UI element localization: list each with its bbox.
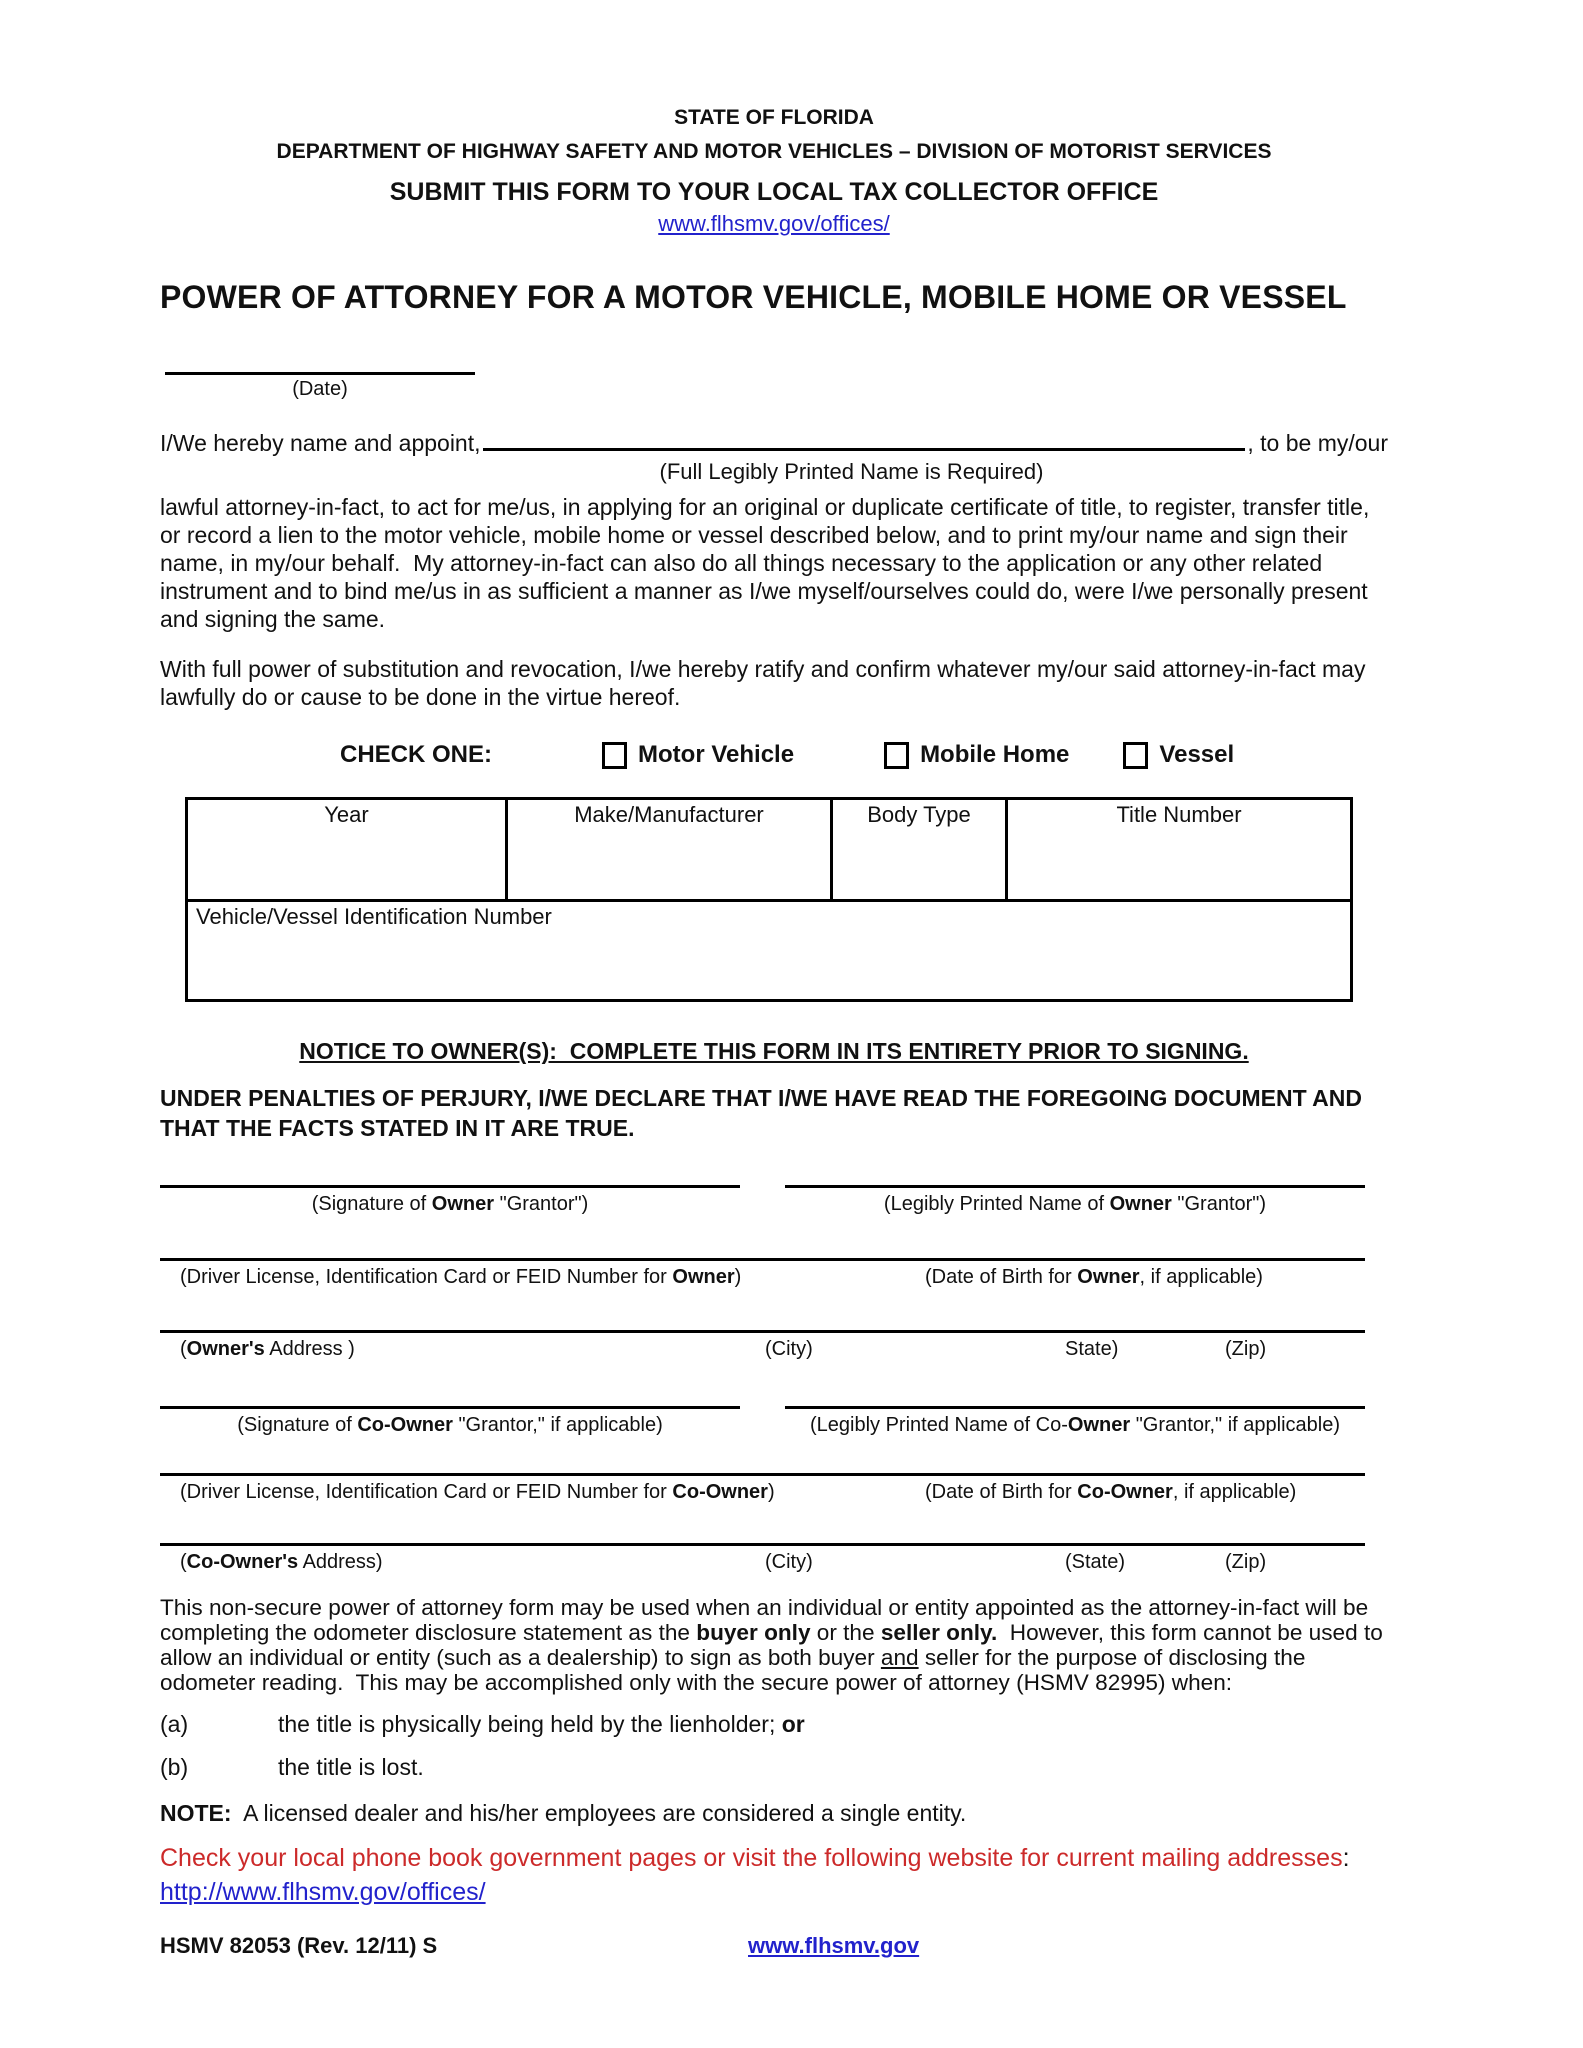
co-owner-license-dob-labels [160, 1481, 1365, 1507]
odometer-disclosure-paragraph: This non-secure power of attorney form may be used when an individual or entity appointed as the attorney-in-fact will be completing the odometer disclosure statement as the buyer only or the seller only. However, this form cannot be used to allow an individual or entity (such as a dealership) to sign as both buyer and seller for the purpose of disclosing the odometer reading. This may be accomplished only with the secure power of attorney (HSMV 82995) when: [160, 1595, 1390, 1695]
header-submit-instruction: SUBMIT THIS FORM TO YOUR LOCAL TAX COLLECTOR OFFICE [389, 178, 1159, 206]
list-item-b [160, 1754, 1388, 1781]
form-title: POWER OF ATTORNEY FOR A MOTOR VEHICLE, MOBILE HOME OR VESSEL [160, 279, 1347, 315]
list-item-a [160, 1711, 1388, 1738]
owner-city-caption: (City) [765, 1338, 813, 1360]
motor-vehicle-checkbox[interactable] [602, 742, 627, 769]
appoint-prefix: I/We hereby name and appoint, [160, 430, 481, 456]
co-owner-city-caption: (City) [765, 1551, 813, 1573]
vin-cell[interactable]: Vehicle/Vessel Identification Number [187, 901, 1352, 1001]
header-state: STATE OF FLORIDA [674, 106, 874, 129]
co-owner-dob-caption: (Date of Birth for Co-Owner, if applicable) [925, 1481, 1297, 1503]
footer-row [160, 1933, 1388, 1961]
co-owner-printed-name-caption: (Legibly Printed Name of Co-Owner "Grantor," if applicable) [810, 1414, 1340, 1436]
owner-signature-labels [160, 1193, 1365, 1216]
vehicle-table [185, 797, 1353, 1002]
appoint-row [160, 427, 1388, 457]
co-owner-license-dob-line[interactable] [160, 1473, 1365, 1476]
owner-license-dob-line[interactable] [160, 1258, 1365, 1261]
form-header [160, 106, 1388, 316]
form-number: HSMV 82053 (Rev. 12/11) S [160, 1933, 438, 1958]
flhsmv-site-link[interactable]: www.flhsmv.gov [748, 1933, 920, 1958]
owner-dob-caption: (Date of Birth for Owner, if applicable) [925, 1266, 1263, 1288]
option-mobile-home[interactable] [884, 741, 1069, 769]
option-vessel[interactable] [1123, 741, 1234, 769]
date-block [165, 372, 475, 401]
header-department: DEPARTMENT OF HIGHWAY SAFETY AND MOTOR VEHICLES – DIVISION OF MOTORIST SERVICES [276, 140, 1272, 163]
item-a-text: the title is physically being held by the lienholder; or [278, 1711, 805, 1737]
co-owner-address-line[interactable] [160, 1543, 1365, 1546]
co-owner-zip-caption: (Zip) [1225, 1551, 1267, 1573]
option-motor-vehicle[interactable] [602, 741, 794, 769]
offices-link[interactable]: www.flhsmv.gov/offices/ [658, 211, 890, 236]
vessel-label: Vessel [1159, 741, 1235, 768]
owner-zip-caption: (Zip) [1225, 1338, 1267, 1360]
co-owner-state-caption: (State) [1065, 1551, 1126, 1573]
co-owner-signature-line[interactable] [160, 1406, 740, 1409]
owner-signature-caption: (Signature of Owner "Grantor") [311, 1193, 589, 1215]
title-number-cell[interactable]: Title Number [1007, 799, 1352, 901]
owner-printed-name-caption: (Legibly Printed Name of Owner "Grantor") [883, 1193, 1267, 1215]
co-owner-signature-row [160, 1406, 1365, 1409]
owner-license-caption: (Driver License, Identification Card or FEID Number for Owner) [180, 1266, 742, 1288]
check-one-label: CHECK ONE: [340, 741, 493, 768]
owner-address-caption: (Owner's Address ) [180, 1338, 355, 1360]
date-input-line[interactable] [165, 372, 475, 375]
owner-signature-line[interactable] [160, 1185, 740, 1188]
owner-address-line[interactable] [160, 1330, 1365, 1333]
owner-signature-row [160, 1185, 1365, 1188]
owner-license-dob-labels [160, 1266, 1365, 1292]
notice-heading: NOTICE TO OWNER(S): COMPLETE THIS FORM IN ITS ENTIRETY PRIOR TO SIGNING. [299, 1038, 1249, 1064]
item-b-text: the title is lost. [278, 1754, 424, 1780]
mailing-addresses-link[interactable]: http://www.flhsmv.gov/offices/ [160, 1878, 486, 1906]
make-manufacturer-cell[interactable]: Make/Manufacturer [507, 799, 832, 901]
mobile-home-checkbox[interactable] [884, 742, 909, 769]
co-owner-address-labels [160, 1551, 1365, 1577]
substitution-paragraph: With full power of substitution and revocation, I/we hereby ratify and confirm whatever my/our said attorney-in-fact may lawfully do or cause to be done in the virtue hereof. [160, 656, 1372, 710]
owner-state-caption: State) [1065, 1338, 1119, 1360]
owner-address-labels [160, 1338, 1365, 1364]
attorney-name-input-line[interactable] [483, 427, 1246, 451]
date-caption: (Date) [292, 378, 348, 400]
perjury-statement: UNDER PENALTIES OF PERJURY, I/WE DECLARE THAT I/WE HAVE READ THE FOREGOING DOCUMENT AND THAT THE FACTS STATED IN IT ARE TRUE. [160, 1085, 1369, 1141]
co-owner-signature-labels [160, 1414, 1365, 1437]
year-cell[interactable]: Year [187, 799, 507, 901]
check-one-row [160, 741, 1388, 769]
co-owner-address-caption: (Co-Owner's Address) [180, 1551, 383, 1573]
vessel-checkbox[interactable] [1123, 742, 1148, 769]
authority-paragraph: lawful attorney-in-fact, to act for me/us, in applying for an original or duplicate certificate of title, to register, transfer title, or record a lien to the motor vehicle, mobile home or vessel described below, and to print my/our name and sign their name, in my/our behalf. My attorney-in-fact can also do all things necessary to the application or any other related instrument and to bind me/us in as sufficient a manner as I/we myself/ourselves could do, were I/we personally present and signing the same. [160, 494, 1376, 632]
motor-vehicle-label: Motor Vehicle [638, 741, 795, 768]
co-owner-signature-caption: (Signature of Co-Owner "Grantor," if applicable) [237, 1414, 663, 1436]
co-owner-license-caption: (Driver License, Identification Card or FEID Number for Co-Owner) [180, 1481, 775, 1503]
appoint-caption: (Full Legibly Printed Name is Required) [659, 459, 1044, 484]
appoint-suffix: , to be my/our [1247, 430, 1388, 456]
co-owner-printed-name-line[interactable] [785, 1406, 1365, 1409]
owner-printed-name-line[interactable] [785, 1185, 1365, 1188]
red-notice: Check your local phone book government pages or visit the following website for current mailing addresses: [160, 1844, 1350, 1872]
item-b-label: (b) [160, 1754, 189, 1780]
note-line: NOTE: A licensed dealer and his/her employees are considered a single entity. [160, 1800, 967, 1826]
signature-section [160, 1185, 1365, 1577]
mobile-home-label: Mobile Home [920, 741, 1070, 768]
body-type-cell[interactable]: Body Type [832, 799, 1007, 901]
item-a-label: (a) [160, 1711, 189, 1737]
